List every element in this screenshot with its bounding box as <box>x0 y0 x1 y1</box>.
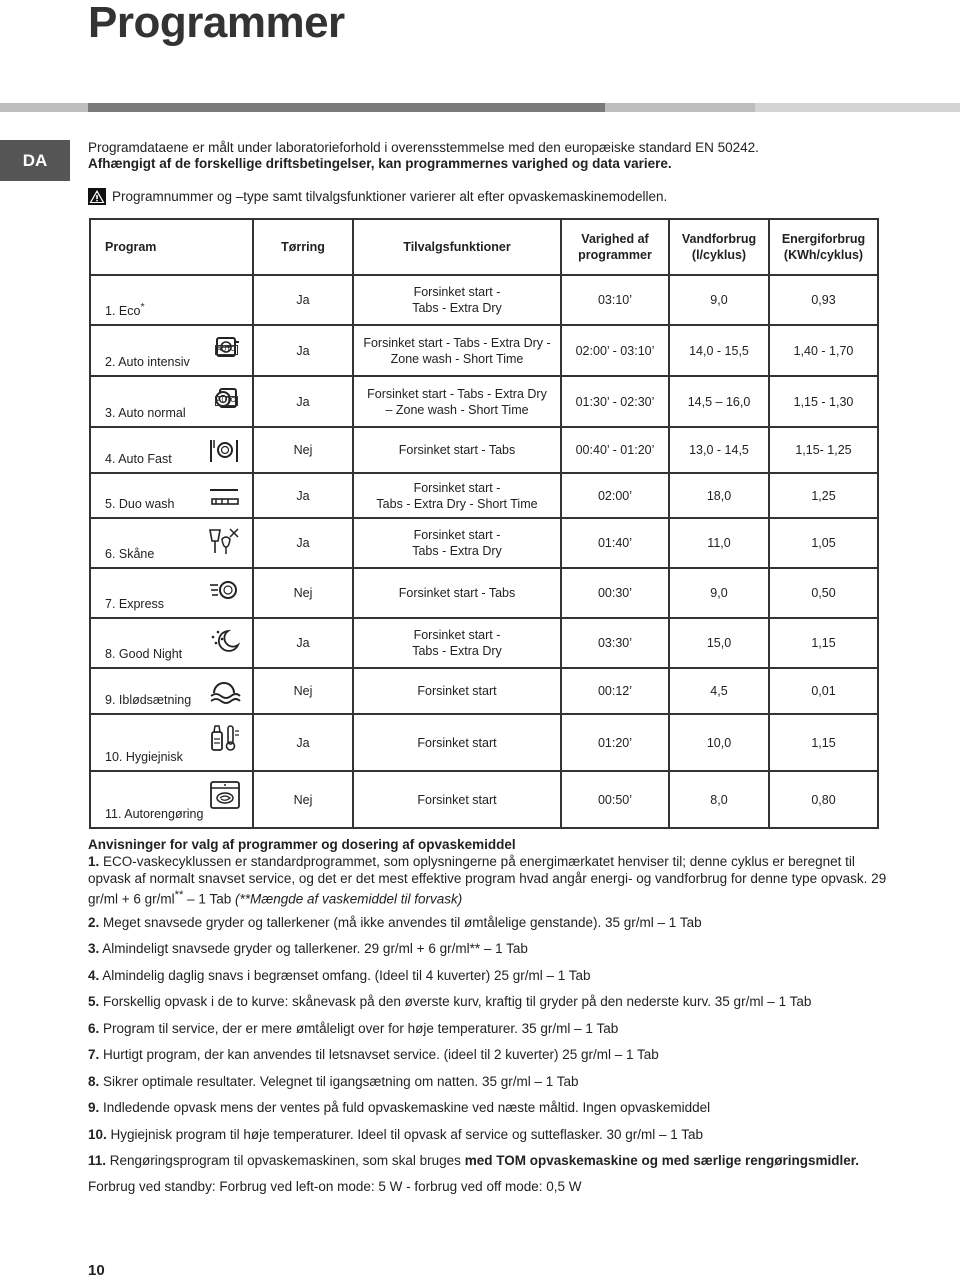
col-header-program: Program <box>90 219 253 275</box>
cell-drying: Ja <box>253 518 353 568</box>
options-line2: Tabs - Extra Dry <box>412 544 502 558</box>
program-name-text: 4. Auto Fast <box>105 452 172 466</box>
options-line1: Forsinket start - Tabs <box>398 586 516 600</box>
cell-program-name <box>90 473 253 518</box>
note-text: Sikrer optimale resultater. Velegnet til igangsætning om natten. 35 gr/ml – 1 Tab <box>99 1073 579 1089</box>
options-line2: Tabs - Extra Dry - Short Time <box>376 496 538 511</box>
cell-energy: 1,40 - 1,70 <box>769 325 878 376</box>
cutlery-icon <box>208 436 242 466</box>
note-text: Hurtigt program, der kan anvendes til letsnavset service. (ideel til 2 kuverter) 25 gr/ml – 1 Tab <box>99 1047 659 1062</box>
program-name-text: 8. Good Night <box>105 647 183 661</box>
cell-drying: Nej <box>253 568 353 618</box>
note-number: 10. <box>88 1126 107 1142</box>
page-title: Programmer <box>88 0 345 47</box>
warning-note <box>88 188 667 205</box>
program-name-text: 10. Hygiejnisk <box>105 750 183 764</box>
cell-drying: Nej <box>253 427 353 473</box>
note-item <box>88 1046 888 1063</box>
cell-duration: 02:00’ - 03:10’ <box>561 325 669 376</box>
program-name <box>105 547 154 561</box>
cell-options <box>353 714 561 771</box>
note-number: 9. <box>88 1100 100 1115</box>
cell-duration: 00:12’ <box>561 668 669 714</box>
cell-options <box>353 568 561 618</box>
program-name-text: 3. Auto normal <box>105 406 186 420</box>
cell-duration: 01:20’ <box>561 714 669 771</box>
cell-energy: 0,01 <box>769 668 878 714</box>
note-item <box>88 853 888 908</box>
standby-note: Forbrug ved standby: Forbrug ved left-on mode: 5 W - forbrug ved off mode: 0,5 W <box>88 1179 582 1194</box>
note-bold: med TOM opvaskemaskine og med særlige rengøringsmidler. <box>464 1153 860 1168</box>
note-number: 8. <box>88 1073 100 1089</box>
options-line2: – Zone wash - Short Time <box>385 402 529 417</box>
eco-star: * <box>140 301 145 313</box>
cell-options <box>353 376 561 427</box>
options-line1: Forsinket start - <box>413 528 501 542</box>
options-line1: Forsinket start - Tabs - Extra Dry - <box>363 335 551 350</box>
cell-program-name <box>90 618 253 668</box>
note-italic: (**Mængde af vaskemiddel til forvask) <box>234 891 463 907</box>
table-row <box>90 518 878 568</box>
cell-options <box>353 771 561 828</box>
cell-duration: 00:40’ - 01:20’ <box>561 427 669 473</box>
program-name <box>105 647 182 661</box>
cell-program-name <box>90 771 253 828</box>
options-line1: Forsinket start <box>417 684 497 698</box>
cell-energy: 1,15 <box>769 714 878 771</box>
cell-energy: 1,05 <box>769 518 878 568</box>
options-line2: Zone wash - Short Time <box>390 351 524 366</box>
col-header-duration-line2: programmer <box>578 248 652 262</box>
cell-options <box>353 518 561 568</box>
program-name <box>105 597 164 611</box>
col-header-water-line2: (l/cyklus) <box>691 248 747 262</box>
intro-text <box>88 140 948 172</box>
note-item <box>88 940 888 957</box>
program-name <box>105 497 174 511</box>
hygiene-icon <box>208 723 242 753</box>
cell-drying: Ja <box>253 376 353 427</box>
notes-heading: Anvisninger for valg af programmer og dosering af opvaskemiddel <box>88 837 516 852</box>
cell-options <box>353 473 561 518</box>
col-header-energy-line2: (KWh/cyklus) <box>783 248 864 262</box>
note-text: Indledende opvask mens der ventes på fuld opvaskemaskine ved næste måltid. Ingen opvaskemiddel <box>99 1100 711 1115</box>
header-bar-segment <box>605 103 755 112</box>
note-text: Hygiejnisk program til høje temperaturer. Ideel til opvask af service og sutteflasker. 30 gr/ml – 1 Tab <box>106 1126 704 1142</box>
col-header-energy-line1: Energiforbrug <box>781 232 866 246</box>
page-number: 10 <box>88 1262 105 1279</box>
program-name <box>105 750 183 764</box>
cell-water: 14,5 – 16,0 <box>669 376 769 427</box>
cell-water: 13,0 - 14,5 <box>669 427 769 473</box>
note-number: 7. <box>88 1047 100 1062</box>
self-clean-icon <box>208 780 242 810</box>
cell-drying: Ja <box>253 618 353 668</box>
program-name-text: 6. Skåne <box>105 547 155 561</box>
cell-water: 15,0 <box>669 618 769 668</box>
note-item <box>88 1020 888 1037</box>
cell-program-name <box>90 325 253 376</box>
program-name-text: 5. Duo wash <box>105 497 175 511</box>
notes-section <box>88 836 888 1195</box>
col-header-water-line1: Vandforbrug <box>681 232 757 246</box>
cell-options <box>353 275 561 325</box>
col-header-duration <box>561 219 669 275</box>
table-row <box>90 473 878 518</box>
header-bar-segment <box>88 103 605 112</box>
table-row <box>90 568 878 618</box>
program-name-text: 2. Auto intensiv <box>105 355 190 369</box>
cell-duration: 01:30’ - 02:30’ <box>561 376 669 427</box>
note-number: 6. <box>88 1020 100 1036</box>
note-number: 1. <box>88 854 100 869</box>
program-table <box>89 218 879 829</box>
intro-line-bold: Afhængigt af de forskellige driftsbetingelser, kan programmernes varighed og data variere. <box>88 156 672 171</box>
cell-options <box>353 325 561 376</box>
options-line2: Tabs - Extra Dry <box>412 301 502 315</box>
cell-options <box>353 668 561 714</box>
col-header-duration-line1: Varighed af <box>581 232 649 246</box>
program-name-text: 9. Iblødsætning <box>105 693 192 707</box>
table-row <box>90 376 878 427</box>
cell-options <box>353 618 561 668</box>
options-line1: Forsinket start <box>417 735 497 750</box>
cell-drying: Ja <box>253 325 353 376</box>
header-bar-segment <box>0 103 88 112</box>
cell-program-name <box>90 568 253 618</box>
cell-water: 4,5 <box>669 668 769 714</box>
cell-program-name <box>90 275 253 325</box>
col-header-options: Tilvalgsfunktioner <box>353 219 561 275</box>
moon-icon <box>208 627 242 657</box>
cell-energy: 1,15 - 1,30 <box>769 376 878 427</box>
options-line1: Forsinket start <box>417 792 497 807</box>
note-item <box>88 967 888 984</box>
duo-wash-icon <box>208 482 242 512</box>
note-text: Almindelig daglig snavs i begrænset omfang. (Ideel til 4 kuverter) 25 gr/ml – 1 Tab <box>99 967 591 983</box>
table-row <box>90 668 878 714</box>
table-header-row <box>90 219 878 275</box>
cell-water: 8,0 <box>669 771 769 828</box>
program-name <box>105 406 186 420</box>
note-item <box>88 1099 888 1116</box>
note-text: Rengøringsprogram til opvaskemaskinen, som skal bruges <box>106 1153 465 1168</box>
note-item <box>88 914 888 931</box>
note-text: ECO-vaskecyklussen er standardprogrammet, som oplysningerne på energimærkatet henviser til; denne cyklus er beregnet til opvask af normalt snavset service, og det er det mest effektive program hvad angår energi- og vandforbrug for denne type opvask. 29 gr/ml + 6 gr/ml <box>88 854 887 907</box>
note-number: 3. <box>88 941 100 956</box>
cell-energy: 0,80 <box>769 771 878 828</box>
cell-water: 14,0 - 15,5 <box>669 325 769 376</box>
note-number: 11. <box>88 1153 107 1168</box>
express-icon <box>208 577 242 607</box>
cell-water: 18,0 <box>669 473 769 518</box>
cell-drying: Ja <box>253 473 353 518</box>
table-row <box>90 275 878 325</box>
options-line1: Forsinket start - <box>413 285 501 299</box>
options-line2: Tabs - Extra Dry <box>412 644 502 658</box>
cell-drying: Nej <box>253 771 353 828</box>
note-item <box>88 993 888 1010</box>
note-stars: ** <box>174 889 184 901</box>
options-line1: Forsinket start - Tabs - Extra Dry <box>367 386 547 401</box>
cell-program-name <box>90 427 253 473</box>
note-item <box>88 1126 888 1143</box>
note-text-tail: – 1 Tab <box>183 891 235 907</box>
table-row <box>90 618 878 668</box>
warning-text: Programnummer og –type samt tilvalgsfunktioner varierer alt efter opvaskemaskinemodellen. <box>112 189 668 204</box>
intro-line: Programdataene er målt under laboratorieforhold i overensstemmelse med den europæiske standard EN 50242. <box>88 140 759 155</box>
options-line1: Forsinket start - Tabs <box>398 443 516 457</box>
cell-energy: 0,50 <box>769 568 878 618</box>
table-row <box>90 325 878 376</box>
program-name <box>105 355 190 369</box>
cell-duration: 02:00’ <box>561 473 669 518</box>
col-header-energy <box>769 219 878 275</box>
cell-duration: 01:40’ <box>561 518 669 568</box>
table-row <box>90 771 878 828</box>
options-line1: Forsinket start - <box>413 628 501 642</box>
program-name <box>105 693 191 707</box>
cell-options <box>353 427 561 473</box>
cell-energy: 1,15 <box>769 618 878 668</box>
note-text: Forskellig opvask i de to kurve: skånevask på den øverste kurv, kraftig til gryder på den nederste kurv. 35 gr/ml – 1 Tab <box>99 994 812 1009</box>
note-text: Meget snavsede gryder og tallerkener (må ikke anvendes til ømtålelige genstande). 35 gr/ml – 1 Tab <box>99 914 702 930</box>
cell-duration: 00:50’ <box>561 771 669 828</box>
note-item <box>88 1152 888 1169</box>
cell-water: 11,0 <box>669 518 769 568</box>
cell-energy: 1,15- 1,25 <box>769 427 878 473</box>
cell-water: 9,0 <box>669 568 769 618</box>
cell-drying: Ja <box>253 714 353 771</box>
soak-icon <box>208 677 242 707</box>
cell-drying: Ja <box>253 275 353 325</box>
cell-water: 9,0 <box>669 275 769 325</box>
program-name-text: 11. Autorengøring <box>105 807 204 821</box>
note-item <box>88 1073 888 1090</box>
program-name <box>105 302 145 318</box>
cell-duration: 00:30’ <box>561 568 669 618</box>
note-number: 5. <box>88 994 100 1009</box>
glass-icon <box>208 527 242 557</box>
cell-duration: 03:10’ <box>561 275 669 325</box>
note-number: 4. <box>88 967 100 983</box>
cell-program-name <box>90 668 253 714</box>
program-name <box>105 452 172 466</box>
cell-program-name <box>90 518 253 568</box>
options-line1: Forsinket start - <box>413 480 501 495</box>
note-text: Almindeligt snavsede gryder og tallerkener. 29 gr/ml + 6 gr/ml** – 1 Tab <box>99 941 528 956</box>
auto-badge: AUTO <box>216 346 236 353</box>
col-header-water <box>669 219 769 275</box>
cell-program-name <box>90 376 253 427</box>
program-name-text: 7. Express <box>105 597 165 611</box>
table-row <box>90 714 878 771</box>
cell-water: 10,0 <box>669 714 769 771</box>
program-name-text: 1. Eco <box>105 304 141 318</box>
table-row <box>90 427 878 473</box>
cell-energy: 0,93 <box>769 275 878 325</box>
cell-program-name <box>90 714 253 771</box>
note-number: 2. <box>88 914 100 930</box>
warning-icon <box>88 188 106 205</box>
cell-duration: 03:30’ <box>561 618 669 668</box>
note-text: Program til service, der er mere ømtåleligt over for høje temperaturer. 35 gr/ml – 1 Tab <box>99 1020 619 1036</box>
auto-badge: AUTO <box>216 397 236 404</box>
program-name <box>105 807 203 821</box>
col-header-drying: Tørring <box>253 219 353 275</box>
header-bar-segment <box>755 103 960 112</box>
cell-drying: Nej <box>253 668 353 714</box>
language-tab: DA <box>0 140 70 181</box>
cell-energy: 1,25 <box>769 473 878 518</box>
